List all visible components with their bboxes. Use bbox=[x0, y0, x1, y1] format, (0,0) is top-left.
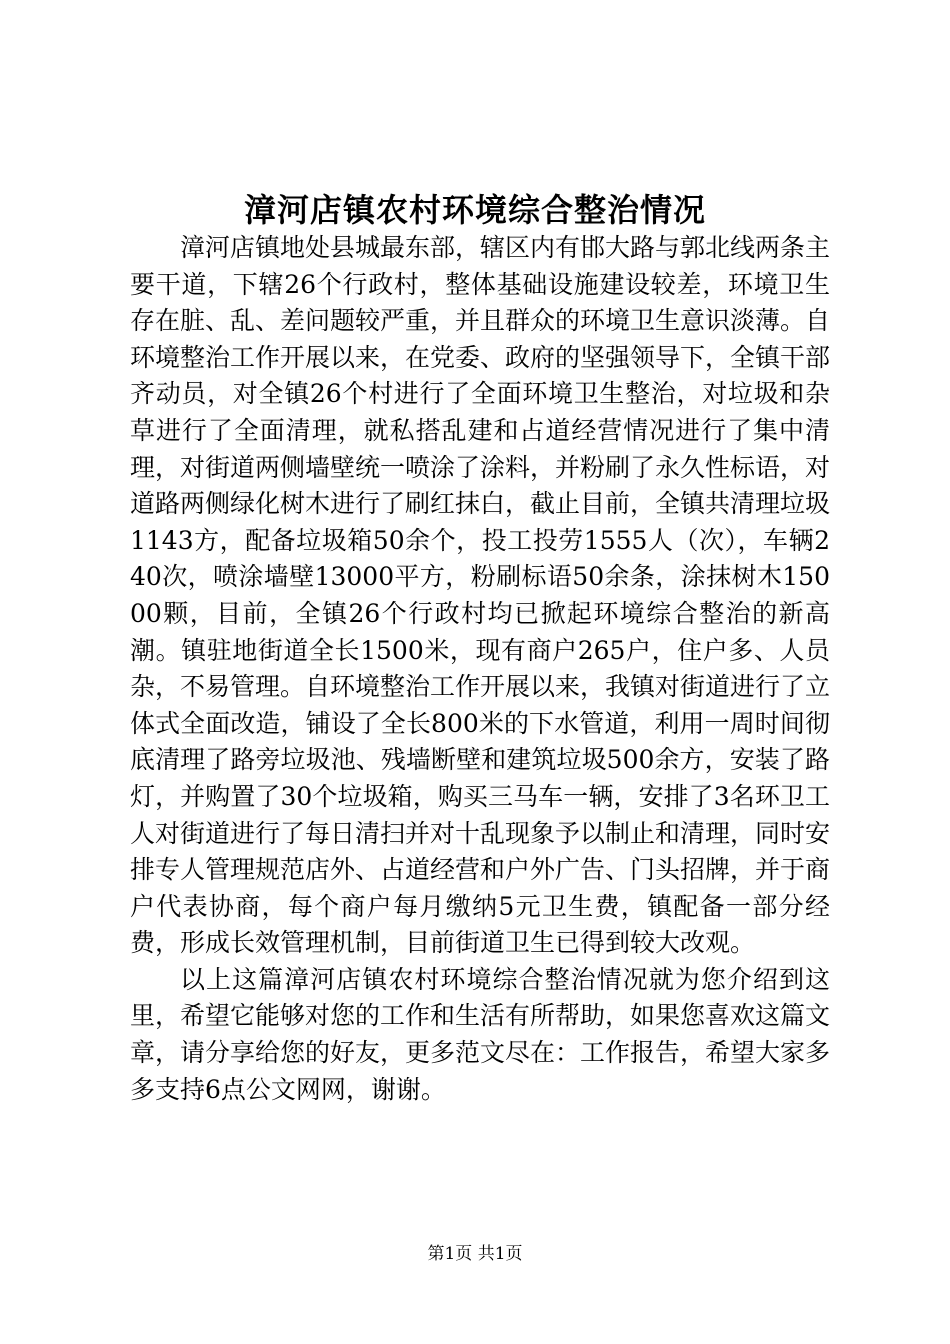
document-title: 漳河店镇农村环境综合整治情况 bbox=[243, 191, 706, 229]
document-body bbox=[130, 230, 830, 1108]
body-paragraph-closing: 以上这篇漳河店镇农村环境综合整治情况就为您介绍到这里，希望它能够对您的工作和生活有所帮助，如果您喜欢这篇文章，请分享给您的好友，更多范文尽在：工作报告，希望大家多多支持6点公文网网，谢谢。 bbox=[130, 964, 831, 1104]
body-paragraph-main: 漳河店镇地处县城最东部，辖区内有邯大路与郭北线两条主要干道，下辖26个行政村，整体基础设施建设较差，环境卫生存在脏、乱、差问题较严重，并且群众的环境卫生意识淡薄。自环境整治工作开展以来，在党委、政府的坚强领导下，全镇干部齐动员，对全镇26个村进行了全面环境卫生整治，对垃圾和杂草进行了全面清理，就私搭乱建和占道经营情况进行了集中清理，对街道两侧墙壁统一喷涂了涂料，并粉刷了永久性标语，对道路两侧绿化树木进行了刷红抹白，截止目前，全镇共清理垃圾1143方，配备垃圾箱50余个，投工投劳1555人（次），车辆240次，喷涂墙壁13000平方，粉刷标语50余条，涂抹树木15000颗，目前，全镇26个行政村均已掀起环境综合整治的新高潮。镇驻地街道全长1500米，现有商户265户，住户多、人员杂，不易管理。自环境整治工作开展以来，我镇对街道进行了立体式全面改造，铺设了全长800米的下水管道，利用一周时间彻底清理了路旁垃圾池、残墙断壁和建筑垃圾500余方，安装了路灯，并购置了30个垃圾箱，购买三马车一辆，安排了3名环卫工人对街道进行了每日清扫并对十乱现象予以制止和清理，同时安排专人管理规范店外、占道经营和户外广告、门头招牌，并于商户代表协商，每个商户每月缴纳5元卫生费，镇配备一部分经费，形成长效管理机制，目前街道卫生已得到较大改观。 bbox=[130, 233, 831, 958]
page-footer: 第1页 共1页 bbox=[427, 1244, 523, 1264]
